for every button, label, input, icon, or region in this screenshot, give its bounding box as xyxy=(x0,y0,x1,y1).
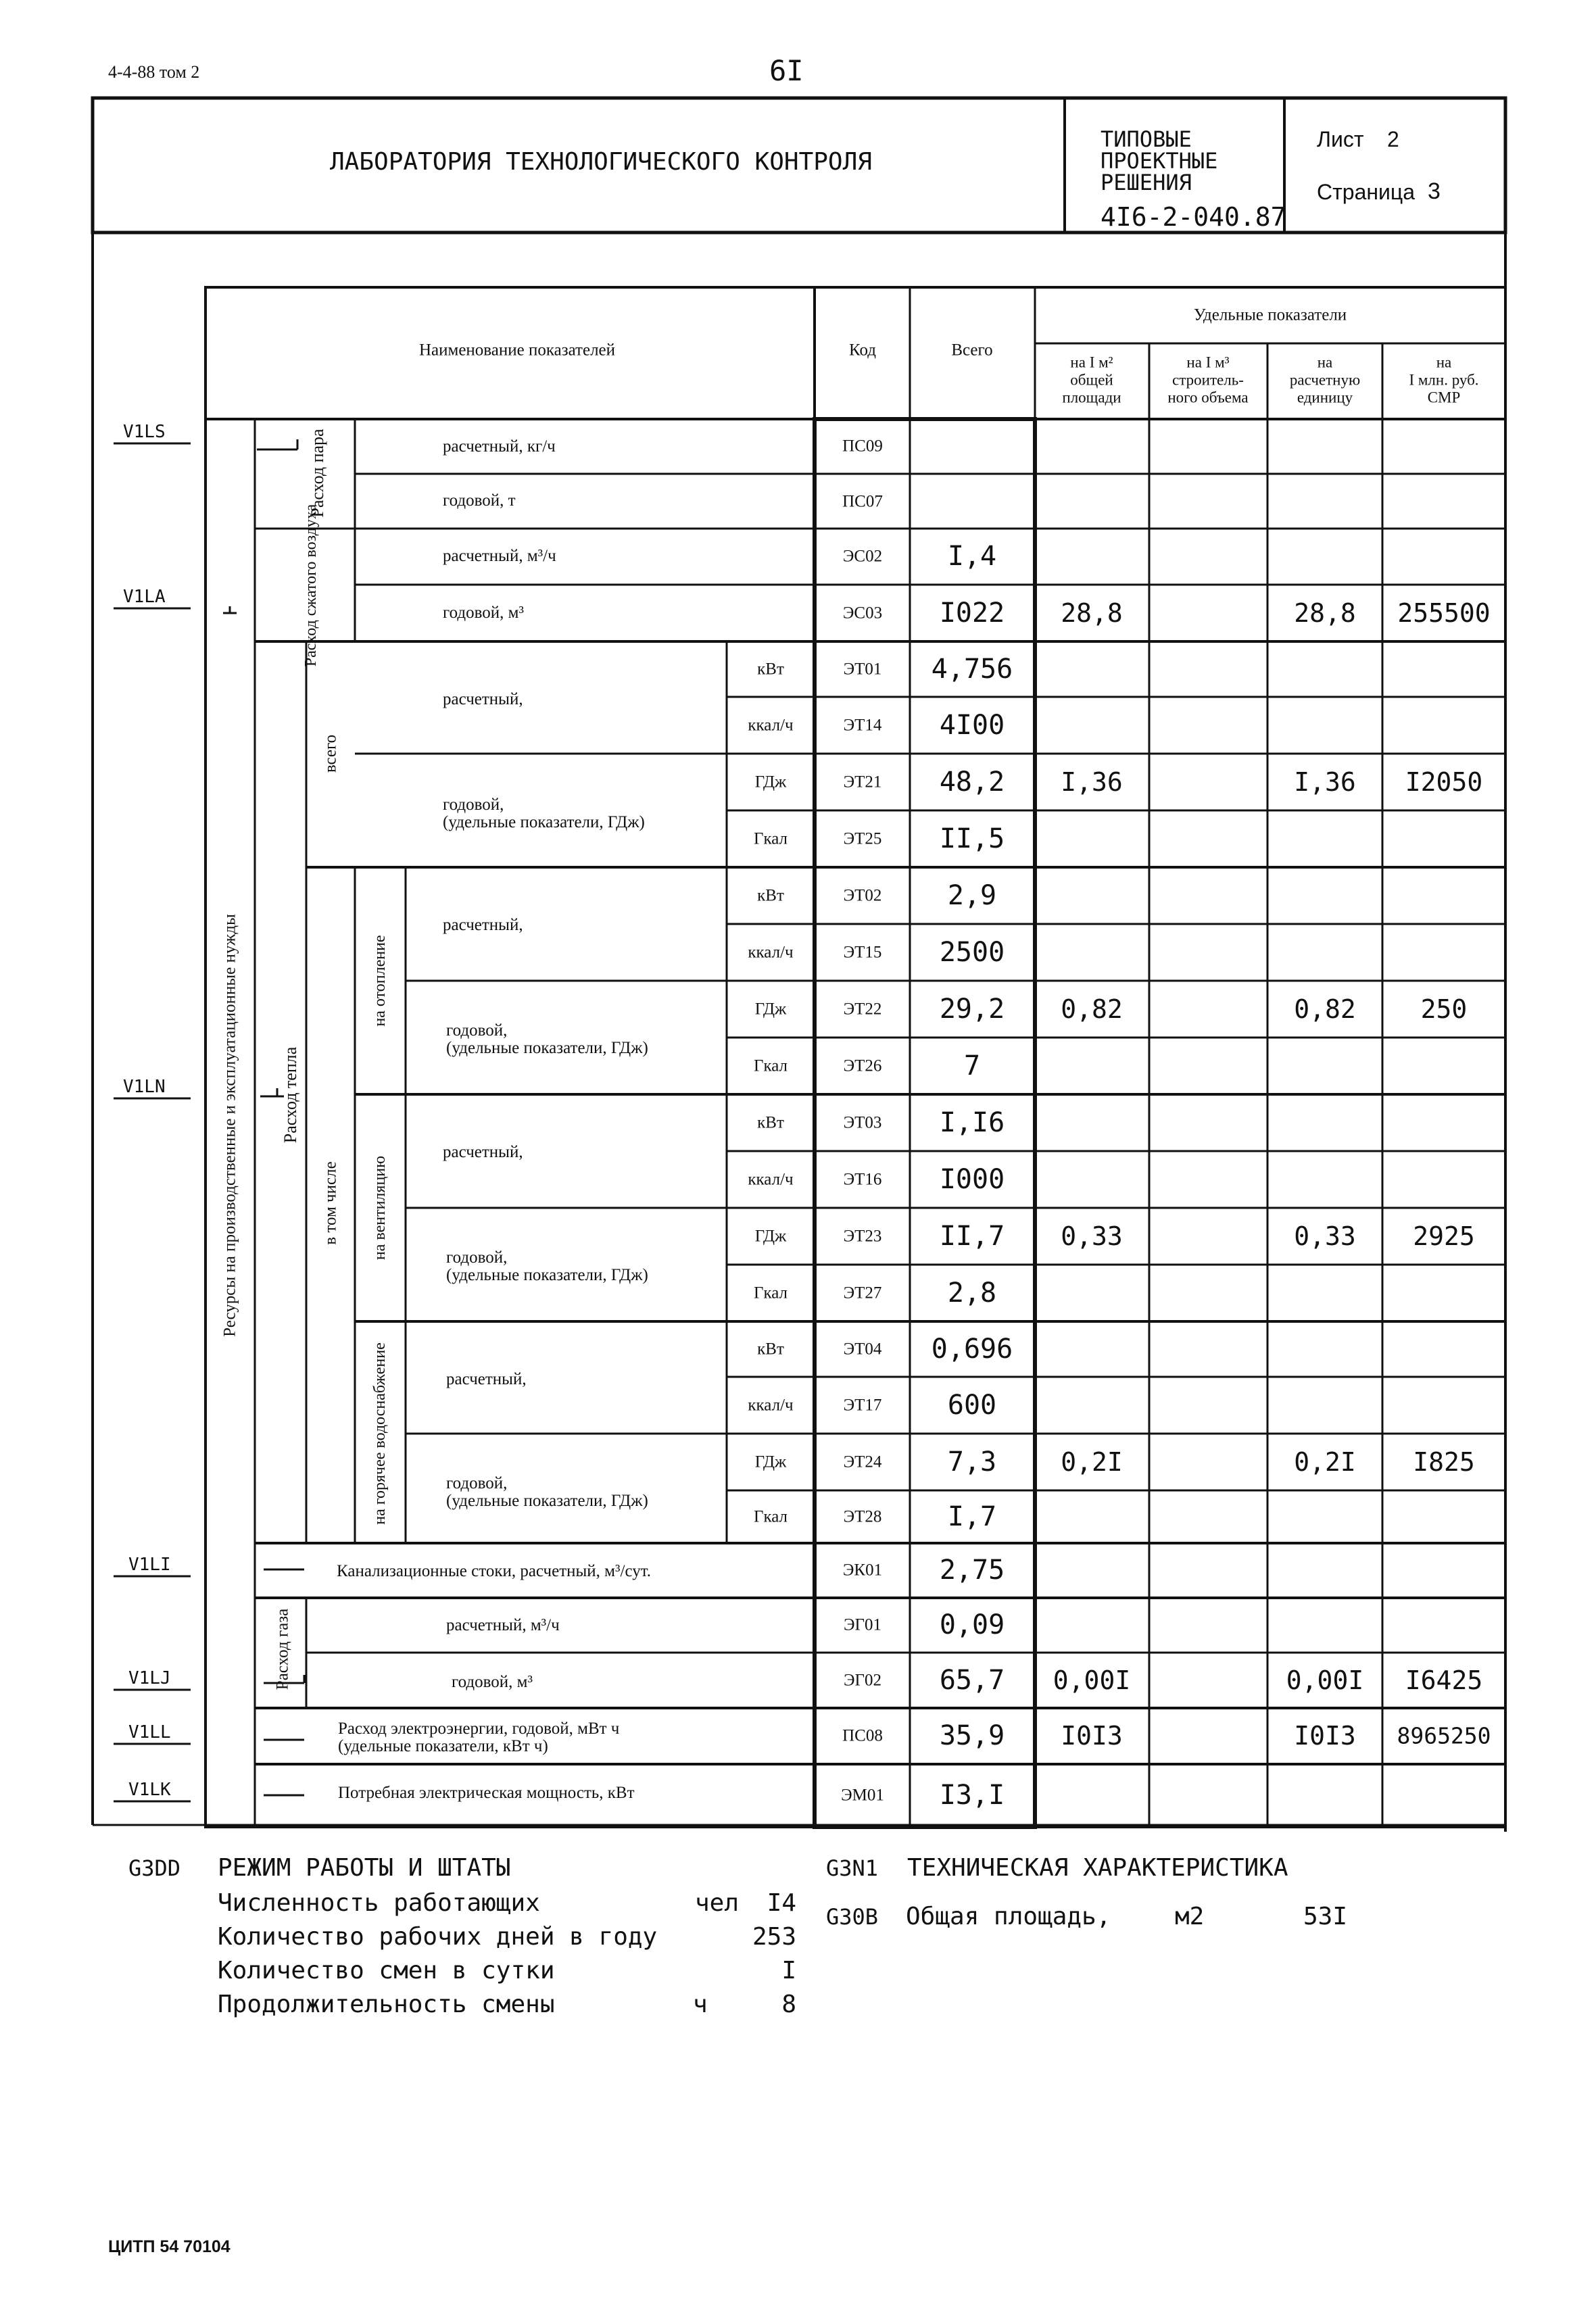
group-heat: Расход тепла xyxy=(281,1046,300,1144)
desc-vent-calc: расчетный, xyxy=(443,1143,523,1161)
row-per-area: 0,2I xyxy=(1061,1447,1123,1477)
row-total: I022 xyxy=(939,598,1005,629)
row-total: I,7 xyxy=(947,1501,997,1532)
group-gas: Расход газа xyxy=(273,1608,292,1690)
row-total: 7 xyxy=(963,1050,981,1081)
sheet-value: 2 xyxy=(1387,127,1399,151)
desc-air-year: годовой, м³ xyxy=(443,604,524,622)
spec-area-value: 53I xyxy=(1303,1903,1348,1930)
row-code: ПС09 xyxy=(842,437,883,456)
row-code: ЭТ28 xyxy=(843,1507,882,1526)
page-title: ЛАБОРАТОРИЯ ТЕХНОЛОГИЧЕСКОГО КОНТРОЛЯ xyxy=(330,148,872,176)
side-label-v1ll: V1LL xyxy=(128,1722,171,1743)
desc-total-year-note: (удельные показатели, ГДж) xyxy=(443,813,645,831)
spec-tag-2: G30B xyxy=(826,1904,879,1930)
mode-item-unit: ч xyxy=(693,1991,708,2018)
header-c3c: единицу xyxy=(1297,389,1353,406)
row-per-unit: 0,33 xyxy=(1294,1221,1356,1251)
desc-gas-year: годовой, м³ xyxy=(452,1673,533,1691)
row-per-million: I6425 xyxy=(1405,1665,1483,1695)
header-c4b: I млн. руб. xyxy=(1409,371,1479,389)
desc-hw-year: годовой, xyxy=(446,1474,508,1492)
page-number: 6I xyxy=(769,54,804,87)
series-line-2: ПРОЕКТНЫЕ xyxy=(1101,148,1218,174)
row-unit: ГДж xyxy=(754,1453,787,1471)
row-per-million: 250 xyxy=(1420,994,1468,1024)
row-code: ЭТ25 xyxy=(843,829,882,848)
row-per-million: I825 xyxy=(1413,1447,1475,1477)
row-per-unit: 0,00I xyxy=(1286,1665,1364,1695)
header-c3b: расчетную xyxy=(1289,371,1361,389)
row-unit: кВт xyxy=(757,1340,784,1359)
mode-item-unit: чел xyxy=(695,1889,740,1917)
row-unit: Гкал xyxy=(753,1056,788,1075)
row-unit: Гкал xyxy=(753,829,788,848)
row-total: 2,8 xyxy=(947,1277,997,1309)
row-code: ЭТ01 xyxy=(843,660,882,679)
mode-tag: G3DD xyxy=(128,1855,181,1881)
mode-item-label: Количество смен в сутки xyxy=(218,1957,555,1984)
spec-area-label: Общая площадь, xyxy=(906,1903,1111,1930)
row-unit: ккал/ч xyxy=(748,716,794,735)
page-label: Страница xyxy=(1317,180,1416,204)
row-code: ЭС03 xyxy=(842,604,883,623)
group-hotwater: на горячее водоснабжение xyxy=(371,1342,389,1525)
row-per-million: 255500 xyxy=(1397,598,1491,628)
group-main: Ресурсы на производственные и эксплуатационные нужды xyxy=(220,914,239,1337)
row-code: ЭТ14 xyxy=(843,716,882,735)
row-total: II,5 xyxy=(939,823,1005,854)
row-unit: кВт xyxy=(757,1113,784,1132)
row-code: ЭТ21 xyxy=(843,773,882,791)
desc-vent-year: годовой, xyxy=(446,1248,508,1267)
mode-item-value: 8 xyxy=(781,1991,796,2018)
desc-hw-calc: расчетный, xyxy=(446,1370,527,1388)
row-unit: кВт xyxy=(757,886,784,905)
group-heating: на отопление xyxy=(371,935,389,1027)
row-total: 2500 xyxy=(939,937,1005,968)
header-c3a: на xyxy=(1317,354,1333,371)
group-vent: на вентиляцию xyxy=(371,1155,389,1261)
row-unit: Гкал xyxy=(753,1507,788,1526)
row-total: 65,7 xyxy=(939,1665,1005,1696)
group-incl: в том числе xyxy=(321,1161,340,1245)
row-code: ЭТ24 xyxy=(843,1453,882,1471)
desc-heating-year-note: (удельные показатели, ГДж) xyxy=(446,1039,648,1057)
row-total: I,I6 xyxy=(939,1107,1005,1138)
project-code: 4I6-2-040.87 xyxy=(1101,202,1286,232)
header-c2a: на I м³ xyxy=(1186,354,1230,371)
row-total: 4,756 xyxy=(931,654,1013,685)
desc-heating-calc: расчетный, xyxy=(443,916,523,934)
row-unit: ГДж xyxy=(754,773,787,791)
row-code: ЭТ17 xyxy=(843,1396,882,1415)
row-unit: ГДж xyxy=(754,1000,787,1019)
row-total: I3,I xyxy=(939,1780,1005,1811)
desc-elec-note: (удельные показатели, кВт ч) xyxy=(338,1737,548,1755)
desc-steam-calc: расчетный, кг/ч xyxy=(443,437,556,456)
mode-item-value: I4 xyxy=(767,1889,796,1917)
desc-elec: Расход электроэнергии, годовой, мВт ч xyxy=(338,1720,620,1738)
mode-item-label: Продолжительность смены xyxy=(218,1991,555,2018)
footer-stamp: ЦИТП 54 70104 xyxy=(108,2237,231,2256)
desc-power: Потребная электрическая мощность, кВт xyxy=(338,1784,635,1802)
row-total: 4I00 xyxy=(939,710,1005,741)
row-code: ЭТ16 xyxy=(843,1170,882,1189)
row-per-area: I,36 xyxy=(1061,767,1123,797)
row-per-unit: 28,8 xyxy=(1294,598,1356,628)
group-total: всего xyxy=(321,734,340,773)
side-label-v1lj: V1LJ xyxy=(128,1668,171,1688)
row-total: I,4 xyxy=(947,541,997,572)
row-code: ЭГ02 xyxy=(844,1671,881,1690)
header-c4c: СМР xyxy=(1427,389,1461,406)
mode-item-label: Количество рабочих дней в году xyxy=(218,1923,658,1951)
mode-item-value: 253 xyxy=(752,1923,796,1951)
row-per-million: 8965250 xyxy=(1397,1722,1491,1749)
row-unit: ккал/ч xyxy=(748,1170,794,1189)
row-per-million: I2050 xyxy=(1405,767,1483,797)
row-code: ЭТ15 xyxy=(843,943,882,962)
row-per-unit: I0I3 xyxy=(1294,1721,1356,1751)
row-code: ЭМ01 xyxy=(841,1786,884,1805)
desc-air-calc: расчетный, м³/ч xyxy=(443,547,556,565)
desc-heating-year: годовой, xyxy=(446,1021,508,1040)
header-c1c: площади xyxy=(1062,389,1121,406)
row-per-unit: I,36 xyxy=(1294,767,1356,797)
row-code: ЭТ02 xyxy=(843,886,882,905)
row-per-area: I0I3 xyxy=(1061,1721,1123,1751)
row-code: ЭТ26 xyxy=(843,1056,882,1075)
header-specific: Удельные показатели xyxy=(1193,306,1347,324)
desc-total-calc: расчетный, xyxy=(443,690,523,708)
row-total: 35,9 xyxy=(939,1720,1005,1751)
series-line-1: ТИПОВЫЕ xyxy=(1101,126,1192,152)
group-steam: Расход пара xyxy=(308,429,327,518)
row-total: 7,3 xyxy=(947,1446,997,1478)
side-label-v1la: V1LA xyxy=(123,587,166,607)
row-unit: ккал/ч xyxy=(748,1396,794,1415)
row-code: ЭТ23 xyxy=(843,1227,882,1246)
row-code: ПС07 xyxy=(842,492,883,511)
row-total: 48,2 xyxy=(939,766,1005,798)
row-code: ЭТ22 xyxy=(843,1000,882,1019)
row-total: I000 xyxy=(939,1164,1005,1195)
row-total: 29,2 xyxy=(939,994,1005,1025)
row-per-area: 0,33 xyxy=(1061,1221,1123,1251)
row-total: 0,696 xyxy=(931,1334,1013,1365)
mode-item-label: Численность работающих xyxy=(218,1889,540,1917)
doc-ref: 4-4-88 том 2 xyxy=(108,62,200,82)
row-total: 2,75 xyxy=(939,1555,1005,1586)
desc-steam-year: годовой, т xyxy=(443,491,516,510)
row-per-million: 2925 xyxy=(1413,1221,1475,1251)
spec-area-unit: м2 xyxy=(1175,1903,1205,1930)
row-total: 0,09 xyxy=(939,1609,1005,1640)
row-total: 2,9 xyxy=(947,880,997,911)
row-code: ЭГ01 xyxy=(844,1615,881,1634)
spec-tag-1: G3N1 xyxy=(826,1855,879,1881)
header-name: Наименование показателей xyxy=(418,341,616,360)
row-total: II,7 xyxy=(939,1221,1005,1252)
header-c2c: ного объема xyxy=(1167,389,1249,406)
side-label-v1li: V1LI xyxy=(128,1555,171,1575)
mode-title: РЕЖИМ РАБОТЫ И ШТАТЫ xyxy=(218,1854,511,1882)
row-unit: кВт xyxy=(757,660,784,679)
row-code: ЭТ03 xyxy=(843,1113,882,1132)
header-c1b: общей xyxy=(1070,371,1113,389)
row-per-area: 0,82 xyxy=(1061,994,1123,1024)
row-code: ЭК01 xyxy=(842,1561,883,1580)
header-c2b: строитель- xyxy=(1172,371,1244,389)
desc-sewer: Канализационные стоки, расчетный, м³/сут. xyxy=(337,1562,652,1580)
side-label-v1ls: V1LS xyxy=(123,422,166,442)
side-label-v1ln: V1LN xyxy=(123,1077,166,1097)
row-total: 600 xyxy=(947,1390,997,1421)
mode-item-value: I xyxy=(781,1957,796,1984)
row-code: ЭТ27 xyxy=(843,1284,882,1302)
row-unit: ГДж xyxy=(754,1227,787,1246)
row-code: ЭТ04 xyxy=(843,1340,882,1359)
header-c1a: на I м² xyxy=(1070,354,1113,371)
side-label-v1lk: V1LK xyxy=(128,1780,171,1800)
header-c4a: на xyxy=(1436,354,1452,371)
series-line-3: РЕШЕНИЯ xyxy=(1101,170,1192,195)
sheet-label: Лист xyxy=(1317,127,1364,151)
row-per-area: 28,8 xyxy=(1061,598,1123,628)
page-value: 3 xyxy=(1428,178,1441,204)
spec-title: ТЕХНИЧЕСКАЯ ХАРАКТЕРИСТИКА xyxy=(907,1854,1288,1882)
row-code: ЭС02 xyxy=(842,547,883,566)
row-per-unit: 0,82 xyxy=(1294,994,1356,1024)
desc-vent-year-note: (удельные показатели, ГДж) xyxy=(446,1266,648,1284)
row-unit: ккал/ч xyxy=(748,943,794,962)
row-per-area: 0,00I xyxy=(1053,1665,1131,1695)
header-code: Код xyxy=(849,341,876,360)
row-unit: Гкал xyxy=(753,1284,788,1302)
row-per-unit: 0,2I xyxy=(1294,1447,1356,1477)
desc-gas-calc: расчетный, м³/ч xyxy=(446,1616,560,1634)
desc-total-year: годовой, xyxy=(443,796,504,814)
group-air: Расход сжатого воздуха xyxy=(302,504,320,667)
desc-hw-year-note: (удельные показатели, ГДж) xyxy=(446,1492,648,1510)
header-total: Всего xyxy=(951,341,993,360)
row-code: ПС08 xyxy=(842,1726,883,1745)
